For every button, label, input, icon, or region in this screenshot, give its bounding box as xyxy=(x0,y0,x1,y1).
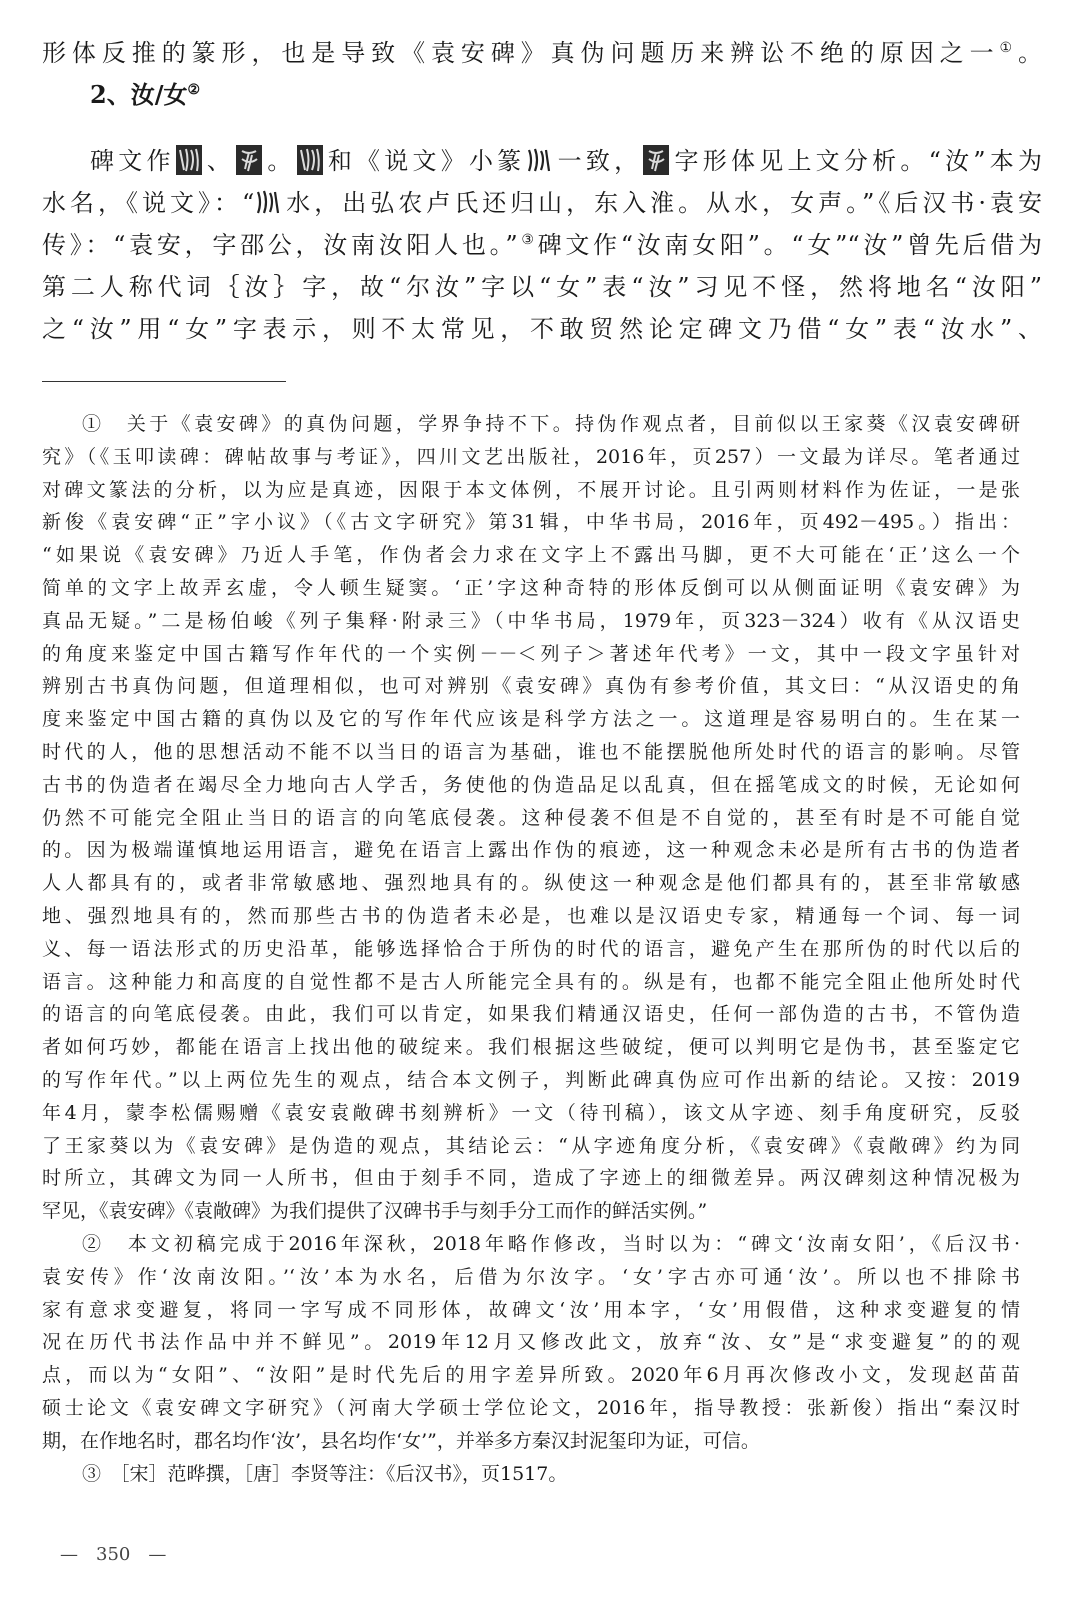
seal-script-ru-shuowen-icon xyxy=(255,187,281,217)
footnote-divider xyxy=(42,381,286,382)
footnote-line: ② 本文初稿完成于2016年深秋，2018年略作修改，当时以为：“碑文‘汝南女阳’，《后汉书· xyxy=(82,1232,1020,1255)
footnote-line: 的。因为极端谨慎地运用语言，避免在语言上露出作伪的痕迹，这一种观念未必是所有古书的伪造者 xyxy=(42,839,1020,862)
footnote-line: 期，在作地名时，郡名均作‘汝’，县名均作‘女’”，并举多方秦汉封泥玺印为证，可信。 xyxy=(42,1429,760,1452)
footnote-line: 家有意求变避复，将同一字写成不同形体，故碑文‘汝’用本字，‘女’用假借，这种求变避复的情 xyxy=(42,1298,1020,1321)
footnote-line: 的角度来鉴定中国古籍写作年代的一个实例－－＜列子＞著述年代考》一文，其中一段文字虽针对 xyxy=(42,642,1020,665)
footnote-line: 了王家葵以为《袁安碑》是伪造的观点，其结论云：“从字迹角度分析，《袁安碑》《袁敞碑》约为同 xyxy=(42,1134,1020,1157)
footnote-line: 的语言的向笔底侵袭。由此，我们可以肯定，如果我们精通汉语史，任何一部伪造的古书，不管伪造 xyxy=(42,1003,1020,1026)
footnotes xyxy=(42,408,1020,1490)
section-heading: 2、汝/女② xyxy=(90,80,201,109)
footnote-line: 地、强烈地具有的，然而那些古书的伪造者未必是，也难以是汉语史专家，精通每一个词、每一词 xyxy=(42,904,1020,927)
footnote-line: 辨别古书真伪问题，但道理相似，也可对辨别《袁安碑》真伪有参考价值，其文曰：“从汉语史的角 xyxy=(42,675,1020,698)
footnote-line: 仍然不可能完全阻止当日的语言的向笔底侵袭。这种侵袭不但是不自觉的，甚至有时是不可能自觉 xyxy=(42,806,1020,829)
footnote-line: 时代的人，他的思想活动不能不以当日的语言为基础，谁也不能摆脱他所处时代的语言的影响。尽管 xyxy=(42,740,1020,763)
footnote-line: 古书的伪造者在竭尽全力地向古人学舌，务使他的伪造品足以乱真，但在摇笔成文的时候，无论如何 xyxy=(42,773,1020,796)
footnote-2 xyxy=(42,1228,1020,1458)
footnote-line: 简单的文字上故弄玄虚，令人顿生疑窦。‘正’字这种奇特的形体反倒可以从侧面证明《袁安碑》为 xyxy=(42,576,1020,599)
footnote-line: 者如何巧妙，都能在语言上找出他的破绽来。我们根据这些破绽，便可以判明它是伪书，甚至鉴定它 xyxy=(42,1036,1020,1059)
footnote-line: 年4月，蒙李松儒赐赠《袁安袁敞碑书刻辨析》一文（待刊稿），该文从字迹、刻手角度研究，反驳 xyxy=(42,1101,1020,1124)
body-line-4: 水名，《说文》：“ 水，出弘农卢氏还归山，东入淮。从水，女声。”《后汉书·袁安 xyxy=(42,189,1042,217)
footnote-line: “如果说《袁安碑》乃近人手笔，作伪者会力求在文字上不露出马脚，更不大可能在‘正’这么一个 xyxy=(42,544,1020,567)
footnote-3 xyxy=(42,1458,1020,1491)
footnote-line: 新俊《袁安碑“正”字小议》（《古文字研究》第31辑，中华书局，2016年，页492－495。）指出： xyxy=(42,511,1020,534)
footnote-line: 时所立，其碑文为同一人所书，但由于刻手不同，造成了字迹上的细微差异。两汉碑刻这种情况极为 xyxy=(42,1167,1020,1190)
footnote-line: 真品无疑。”二是杨伯峻《列子集释·附录三》（中华书局，1979年，页323－324）收有《从汉语史 xyxy=(42,609,1020,632)
footnote-line: ① 关于《袁安碑》的真伪问题，学界争持不下。持伪作观点者，目前似以王家葵《汉袁安碑研 xyxy=(82,413,1020,435)
footnote-line: 度来鉴定中国古籍的真伪以及它的写作年代应该是科学方法之一。这道理是容易明白的。生在某一 xyxy=(42,708,1020,731)
footnote-ref-3[interactable]: ③ xyxy=(517,232,538,248)
footnote-line: 硕士论文《袁安碑文字研究》（河南大学硕士学位论文，2016年，指导教授：张新俊）指出“秦汉时 xyxy=(42,1396,1020,1419)
footnote-line: 况在历代书法作品中并不鲜见”。2019年12月又修改此文，放弃“汝、女”是“求变避复”的的观 xyxy=(42,1331,1020,1354)
footnote-line: 人人都具有的，或者非常敏感地、强烈地具有的。纵使这一种观念是他们都具有的，甚至非常敏感 xyxy=(42,872,1020,895)
seal-script-nv-icon xyxy=(236,145,262,175)
footnote-line: 袁安传》作‘汝南汝阳。’‘汝’本为水名，后借为尔汝字。‘女’字古亦可通‘汝’。所以也不排除书 xyxy=(42,1265,1020,1288)
footnote-ref-2[interactable]: ② xyxy=(187,82,201,98)
footnote-line: 的写作年代。”以上两位先生的观点，结合本文例子，判断此碑真伪应可作出新的结论。又按：2019 xyxy=(42,1068,1020,1091)
seal-script-ru-icon xyxy=(176,145,202,175)
body-line-5: 传》：“袁安，字邵公，汝南汝阳人也。”③碑文作“汝南女阳”。“女”“汝”曾先后借为 xyxy=(42,231,1042,259)
seal-script-ru-shuowen-icon xyxy=(526,145,552,175)
footnote-line: 究》（《玉叩读碑：碑帖故事与考证》，四川文艺出版社，2016年，页257）一文最为详尽。笔者通过 xyxy=(42,445,1020,468)
body-line-1: 形体反推的篆形，也是导致《袁安碑》真伪问题历来辨讼不绝的原因之一①。 xyxy=(42,39,1042,67)
seal-script-nv-icon xyxy=(643,145,669,175)
page-number: — 350 — xyxy=(60,1544,167,1565)
body-line-6: 第二人称代词｛汝｝字，故“尔汝”字以“女”表“汝”习见不怪，然将地名“汝阳” xyxy=(42,273,1042,301)
main-text xyxy=(42,32,1042,350)
footnote-line: 义、每一语法形式的历史沿革，能够选择恰合于所伪的时代的语言，避免产生在那所伪的时代以后的 xyxy=(42,937,1020,960)
footnote-line: 语言。这种能力和高度的自觉性都不是古人所能完全具有的。纵是有，也都不能完全阻止他所处时代 xyxy=(42,970,1020,993)
body-line-7: 之“汝”用“女”字表示，则不太常见，不敢贸然论定碑文乃借“女”表“汝水”、 xyxy=(42,315,1042,343)
footnote-line: ③ ［宋］范晔撰，［唐］李贤等注：《后汉书》，页1517。 xyxy=(82,1462,568,1485)
body-line-3: 碑文作 、 。 和《说文》小篆 一致， 字形体见上文分析。“汝”本为 xyxy=(90,147,1042,175)
footnote-line: 对碑文篆法的分析，以为应是真迹，因限于本文体例，不展开讨论。且引两则材料作为佐证，一是张 xyxy=(42,478,1020,501)
seal-script-ru-icon xyxy=(297,145,323,175)
footnote-ref-1[interactable]: ① xyxy=(999,40,1018,56)
footnote-1 xyxy=(42,408,1020,1228)
footnote-line: 点，而以为“女阳”、“汝阳”是时代先后的用字差异所致。2020年6月再次修改小文，发现赵苗苗 xyxy=(42,1364,1020,1387)
footnote-line: 罕见，《袁安碑》《袁敞碑》为我们提供了汉碑书手与刻手分工而作的鲜活实例。” xyxy=(42,1200,708,1223)
